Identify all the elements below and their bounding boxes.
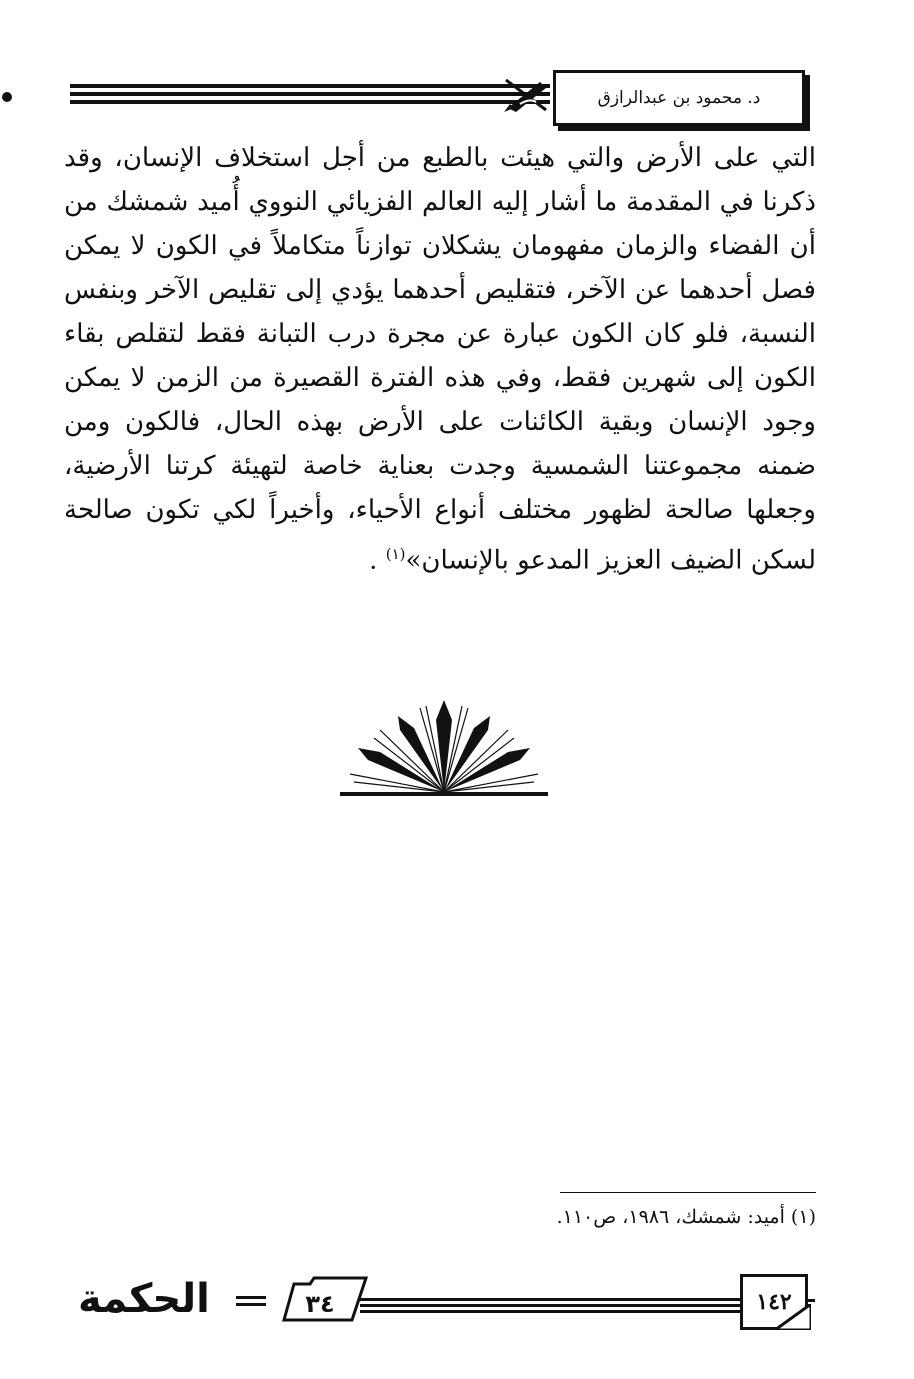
pen-icon xyxy=(500,74,552,114)
paragraph-text: التي على الأرض والتي هيئت بالطبع من أجل استخلاف الإنسان، وقد ذكرنا في المقدمة ما أشار إليه العالم الفزيائي النووي أُميد شمشك من أن الفضاء والزمان مفهومان يشكلان توازناً متكاملاً في الكون لا يمكن فصل أحدهما عن الآخر، فتقليص أحدهما يؤدي إلى تقليص الآخر وبنفس النسبة، فلو كان الكون عبارة عن مجرة درب التبانة فقط لتقلص بقاء الكون إلى شهرين فقط، وفي هذه الفترة القصيرة من الزمن لا يمكن وجود الإنسان وبقية الكائنات على الأرض بهذه الحال، فالكون ومن ضمنه مجموعتنا الشمسية وجدت بعناية خاصة لتهيئة كرتنا الأرضية، وجعلها صالحة لظهور مختلف أنواع الأحياء، وأخيراً لكي تكون صالحة لسكن الضيف العزيز المدعو بالإنسان» xyxy=(64,143,816,576)
logo-separator xyxy=(236,1296,266,1310)
footer-tick xyxy=(805,1299,815,1302)
footnote: (١) أميد: شمشك، ١٩٨٦، ص١١٠. xyxy=(556,1206,816,1228)
sunburst-ornament-icon xyxy=(340,700,548,800)
issue-number: ٣٤ xyxy=(305,1290,335,1318)
footnote-reference: (١) xyxy=(385,545,406,563)
page-number: ١٤٢ xyxy=(756,1289,792,1315)
footer-rule xyxy=(360,1298,740,1316)
journal-logo: الحكمة xyxy=(78,1276,210,1322)
header-rule xyxy=(70,84,550,108)
issue-folder-icon xyxy=(280,1276,370,1324)
author-name: د. محمود بن عبدالرازق xyxy=(597,88,761,108)
end-mark: . xyxy=(369,545,378,576)
body-text xyxy=(64,136,816,583)
main-paragraph xyxy=(64,136,816,583)
page-corner-icon xyxy=(775,1304,811,1330)
margin-mark xyxy=(2,92,12,102)
author-name-box xyxy=(553,70,805,126)
footnote-divider xyxy=(560,1192,816,1193)
